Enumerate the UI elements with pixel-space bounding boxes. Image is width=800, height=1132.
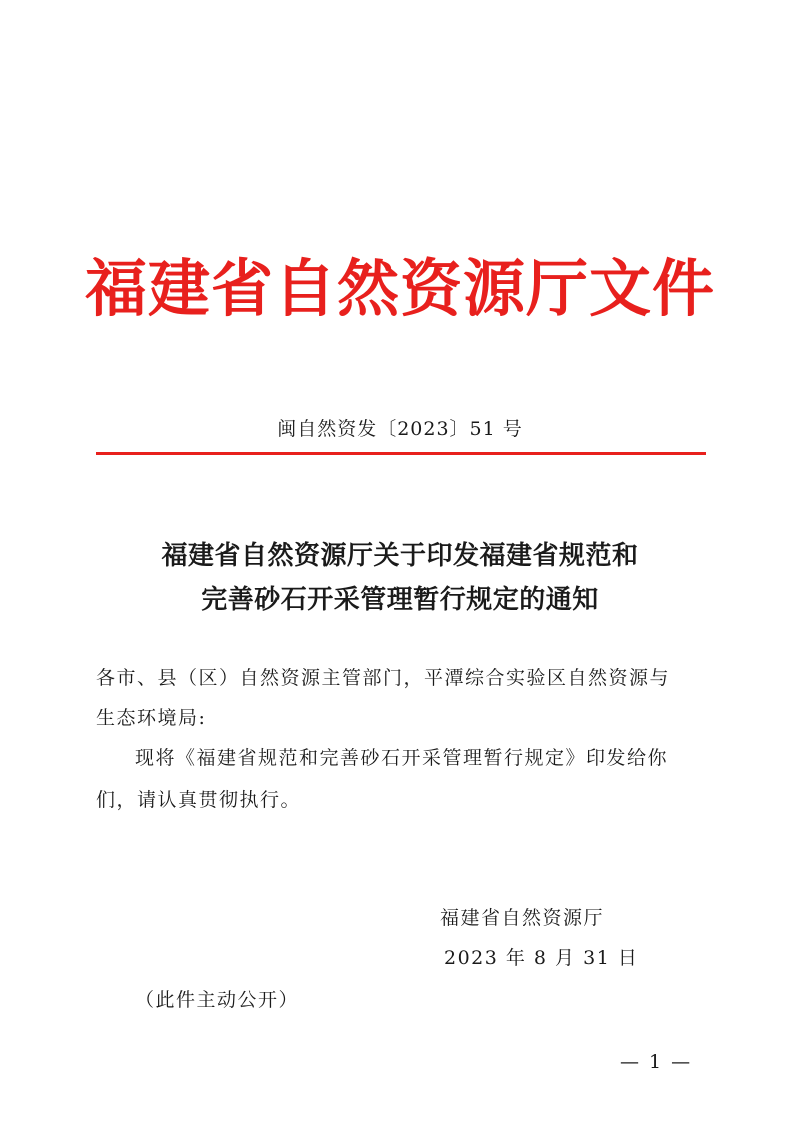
page-number: — 1 —	[620, 1051, 693, 1073]
document-number: 闽自然资发〔2023〕51 号	[277, 418, 523, 440]
signature-organization: 福建省自然资源厅	[440, 907, 605, 929]
notice-title-line-1: 福建省自然资源厅关于印发福建省规范和	[161, 541, 639, 571]
disclosure-note: （此件主动公开）	[135, 989, 300, 1011]
body-paragraph-line-1: 现将《福建省规范和完善砂石开采管理暂行规定》印发给你	[135, 747, 669, 769]
masthead-title: 福建省自然资源厅文件	[84, 252, 715, 325]
notice-title-line-2: 完善砂石开采管理暂行规定的通知	[201, 585, 599, 615]
signature-date: 2023 年 8 月 31 日	[444, 947, 639, 969]
body-paragraph-line-2: 们，请认真贯彻执行。	[96, 789, 302, 811]
salutation-line-2: 生态环境局:	[96, 707, 207, 729]
red-divider-line	[96, 452, 706, 455]
salutation-line-1: 各市、县（区）自然资源主管部门，平潭综合实验区自然资源与	[96, 667, 671, 689]
